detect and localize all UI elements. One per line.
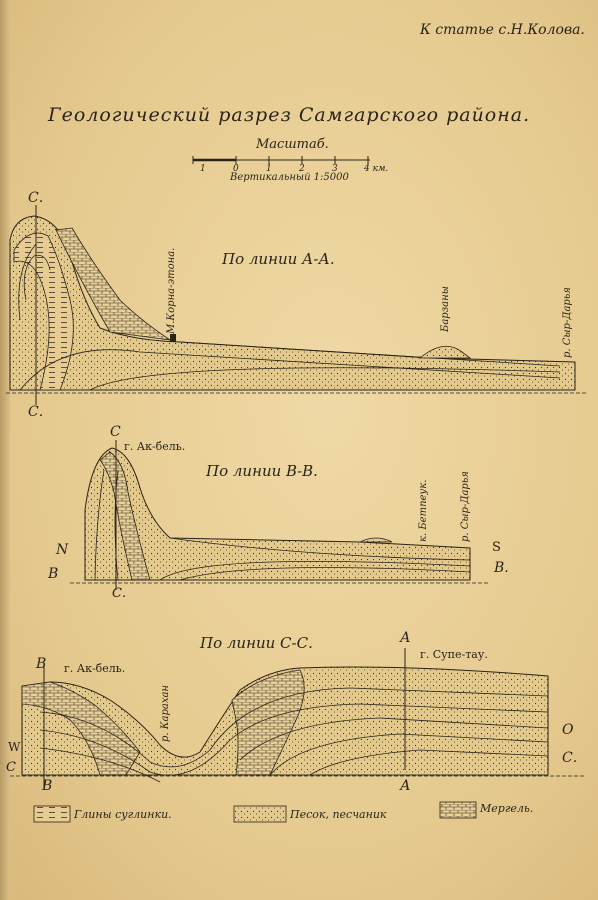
marl-pattern-icon (440, 802, 476, 818)
scale-bar (193, 156, 370, 164)
scale-tick: 0 (233, 164, 239, 174)
scale-vertical: Вертикальный 1:5000 (230, 172, 349, 183)
legend-sand-label: Песок, песчаник (290, 808, 387, 821)
legend-marl-label: Мергель. (480, 802, 534, 815)
legend-clay-label: Глины суглинки. (74, 808, 172, 821)
profile-c-left-side: W (8, 740, 21, 754)
profile-c-mid-top: А (400, 630, 411, 646)
profile-b-label-akbel: г. Ак-бель. (124, 440, 186, 453)
profile-c-left-top: В (36, 656, 47, 672)
clay-pattern-icon (34, 806, 70, 822)
profile-a-end-bottom: С. (28, 404, 44, 420)
profile-b-right-base: В. (494, 560, 509, 576)
profile-b-title: По линии В-В. (206, 462, 318, 480)
scale-tick: 1 (266, 164, 272, 174)
profile-a-label-syrdarya: р. Сыр-Дарья (562, 287, 573, 358)
profile-c-mid-bottom: А (400, 778, 411, 794)
profile-b-label-syrdarya: р. Сыр-Дарья (460, 471, 471, 542)
profile-b-left-base: В (48, 566, 59, 582)
sand-pattern-icon (234, 806, 286, 822)
profile-a-end-top: С. (28, 190, 44, 206)
profile-c-title: По линии С-С. (200, 634, 313, 652)
profile-a-title: По линии А-А. (222, 250, 335, 268)
barzany-hill (420, 346, 470, 358)
profile-b-left-letter: N (56, 542, 69, 558)
profile-b-label-betpeuk: к. Бетпеук. (418, 479, 429, 542)
profile-c-left-bottom: В (42, 778, 53, 794)
profile-b-end-bottom: С. (112, 586, 127, 601)
profile-c-left-base: С (6, 760, 16, 775)
profile-c-label-supetau: г. Супе-тау. (420, 648, 488, 661)
korna-mark (170, 334, 176, 342)
scale-tick: 2 (299, 164, 305, 174)
profile-a-a (6, 205, 586, 405)
scale-tick: 4 км. (364, 164, 389, 174)
profile-c-label-karakhan: р. Карахан (160, 684, 171, 742)
header-note: К статье с.Н.Колова. (420, 22, 585, 38)
main-title: Геологический разрез Самгарского района. (48, 104, 531, 126)
profile-c-label-akbel: г. Ак-бель. (64, 662, 126, 675)
profile-c-right-base: С. (562, 750, 578, 766)
scale-title: Масштаб. (256, 137, 329, 152)
profile-b-end-top: С (110, 424, 121, 440)
profile-a-label-barzany: Барзаны (440, 286, 451, 332)
scale-tick: 1 (200, 164, 206, 174)
profile-a-label-korna: М.Корна-этона. (166, 247, 177, 334)
scale-tick: 3 (332, 164, 338, 174)
profile-b-right-letter: S (492, 540, 501, 555)
profile-c-right-side: О (562, 722, 574, 738)
